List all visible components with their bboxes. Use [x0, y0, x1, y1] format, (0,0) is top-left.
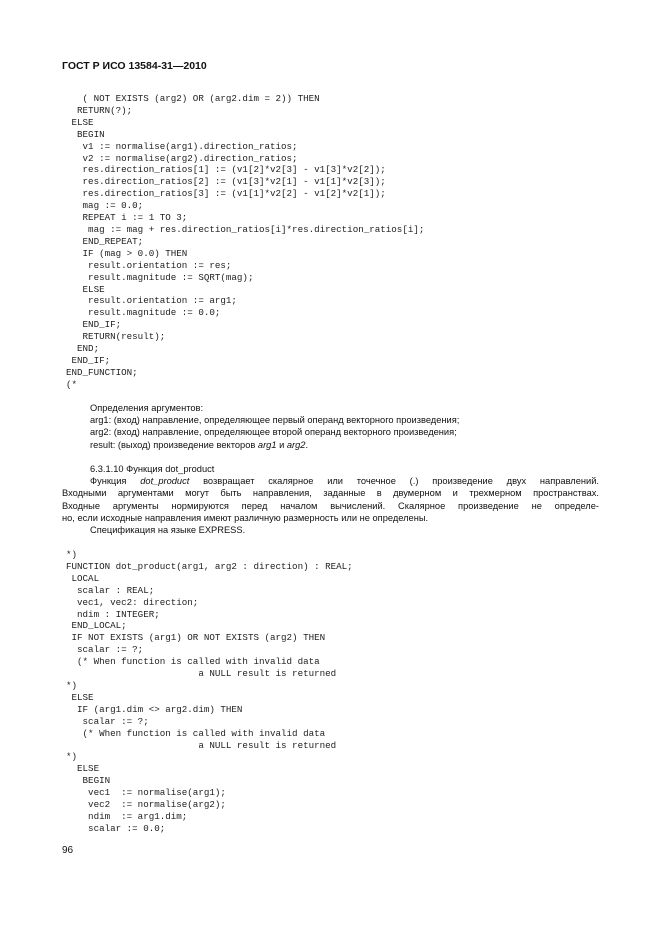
code-block-2-line: *) [66, 679, 78, 691]
document-header: ГОСТ Р ИСО 13584-31—2010 [62, 60, 207, 72]
code-block-1-line: result.orientation := res; [66, 259, 232, 271]
express-code-block-cross-product [66, 93, 424, 391]
code-block-1-line: BEGIN [66, 128, 105, 140]
code-block-1-line: result.magnitude := 0.0; [66, 307, 221, 319]
specification-label: Спецификация на языке EXPRESS. [90, 525, 246, 536]
code-block-2-line: scalar := ?; [66, 715, 149, 727]
code-block-1-line: mag := 0.0; [66, 200, 144, 212]
code-block-2-line: scalar : REAL; [66, 584, 155, 596]
code-block-1-line: result.orientation := arg1; [66, 295, 237, 307]
section-dot-product [62, 463, 599, 536]
code-block-2-line: scalar := 0.0; [66, 822, 166, 834]
definition-arg2: arg2: (вход) направление, определяющее второй операнд векторного произведения; [90, 427, 457, 438]
code-block-1-line: v2 := normalise(arg2).direction_ratios; [66, 152, 298, 164]
code-block-1-line: result.magnitude := SQRT(mag); [66, 271, 254, 283]
arg1-ref: arg1 [257, 439, 277, 450]
code-block-2-line: (* When function is called with invalid data [66, 656, 320, 668]
code-block-1-line: v1 := normalise(arg1).direction_ratios; [66, 140, 298, 152]
code-block-1-line: res.direction_ratios[1] := (v1[2]*v2[3] - v1[3]*v2[2]); [66, 164, 386, 176]
code-block-1-line: ( NOT EXISTS (arg2) OR (arg2.dim = 2)) THEN [66, 93, 320, 104]
code-block-1-line: END; [66, 343, 100, 355]
definitions-heading: Определения аргументов: [90, 403, 204, 413]
code-block-2-line: ELSE [66, 763, 100, 775]
code-block-1-line: ELSE [66, 116, 94, 128]
code-block-1-line: res.direction_ratios[2] := (v1[3]*v2[1] - v1[1]*v2[3]); [66, 176, 386, 188]
code-block-2-line: a NULL result is returned [66, 739, 337, 751]
code-block-2-line: LOCAL [66, 572, 100, 584]
code-block-1-line: END_IF; [66, 354, 111, 366]
arg2-ref: arg2 [286, 439, 306, 450]
code-block-1-line: ELSE [66, 283, 105, 295]
definition-arg1: arg1: (вход) направление, определяющее первый операнд векторного произведения; [90, 415, 460, 426]
code-block-2-line: vec2 := normalise(arg2); [66, 799, 226, 811]
definition-result: result: (выход) произведение векторов arg1 и arg2. [90, 439, 309, 450]
code-block-1-line: END_IF; [66, 319, 122, 331]
code-block-2-line: END_LOCAL; [66, 620, 127, 632]
function-name: dot_product [140, 476, 190, 487]
code-block-1-line: (* [66, 378, 78, 390]
section-paragraph-line-2: Входными аргументами могут быть направления, заданные в двумерном и трехмерном пространствах. [62, 488, 599, 499]
section-paragraph-line-3: Входные аргументы нормируются перед началом вычислений. Скалярное произведение не определе- [62, 500, 599, 511]
code-block-1-line: RETURN(?); [66, 104, 133, 116]
code-block-1-line: END_FUNCTION; [66, 366, 138, 378]
code-block-1-line: mag := mag + res.direction_ratios[i]*res.direction_ratios[i]; [66, 223, 425, 235]
code-block-2-line: a NULL result is returned [66, 668, 337, 680]
express-code-block-dot-product [66, 549, 353, 835]
code-block-1-line: REPEAT i := 1 TO 3; [66, 212, 188, 224]
code-block-2-line: IF (arg1.dim <> arg2.dim) THEN [66, 703, 243, 715]
code-block-2-line: *) [66, 751, 78, 763]
code-block-2-line: ELSE [66, 691, 94, 703]
argument-definitions [62, 402, 599, 451]
section-paragraph-line-4: но, если исходные направления имеют различную размерность или не определены. [62, 512, 429, 523]
code-block-1-line: res.direction_ratios[3] := (v1[1]*v2[2] - v1[2]*v2[1]); [66, 188, 386, 200]
code-block-2-line: vec1 := normalise(arg1); [66, 787, 226, 799]
code-block-1-line: END_REPEAT; [66, 235, 144, 247]
code-block-2-line: IF NOT EXISTS (arg1) OR NOT EXISTS (arg2) THEN [66, 632, 326, 644]
code-block-2-line: ndim := arg1.dim; [66, 810, 188, 822]
code-block-2-line: FUNCTION dot_product(arg1, arg2 : direction) : REAL; [66, 560, 353, 572]
code-block-2-line: vec1, vec2: direction; [66, 596, 199, 608]
code-block-2-line: *) [66, 549, 78, 560]
section-heading: 6.3.1.10 Функция dot_product [90, 464, 215, 474]
code-block-2-line: (* When function is called with invalid data [66, 727, 326, 739]
code-block-2-line: ndim : INTEGER; [66, 608, 160, 620]
code-block-1-line: IF (mag > 0.0) THEN [66, 247, 188, 259]
code-block-2-line: scalar := ?; [66, 644, 144, 656]
page-number: 96 [62, 845, 74, 856]
code-block-1-line: RETURN(result); [66, 331, 166, 343]
section-paragraph-line-1: Функция dot_product возвращает скалярное или точечное (.) произведение двух направлений. [90, 476, 599, 487]
code-block-2-line: BEGIN [66, 775, 111, 787]
